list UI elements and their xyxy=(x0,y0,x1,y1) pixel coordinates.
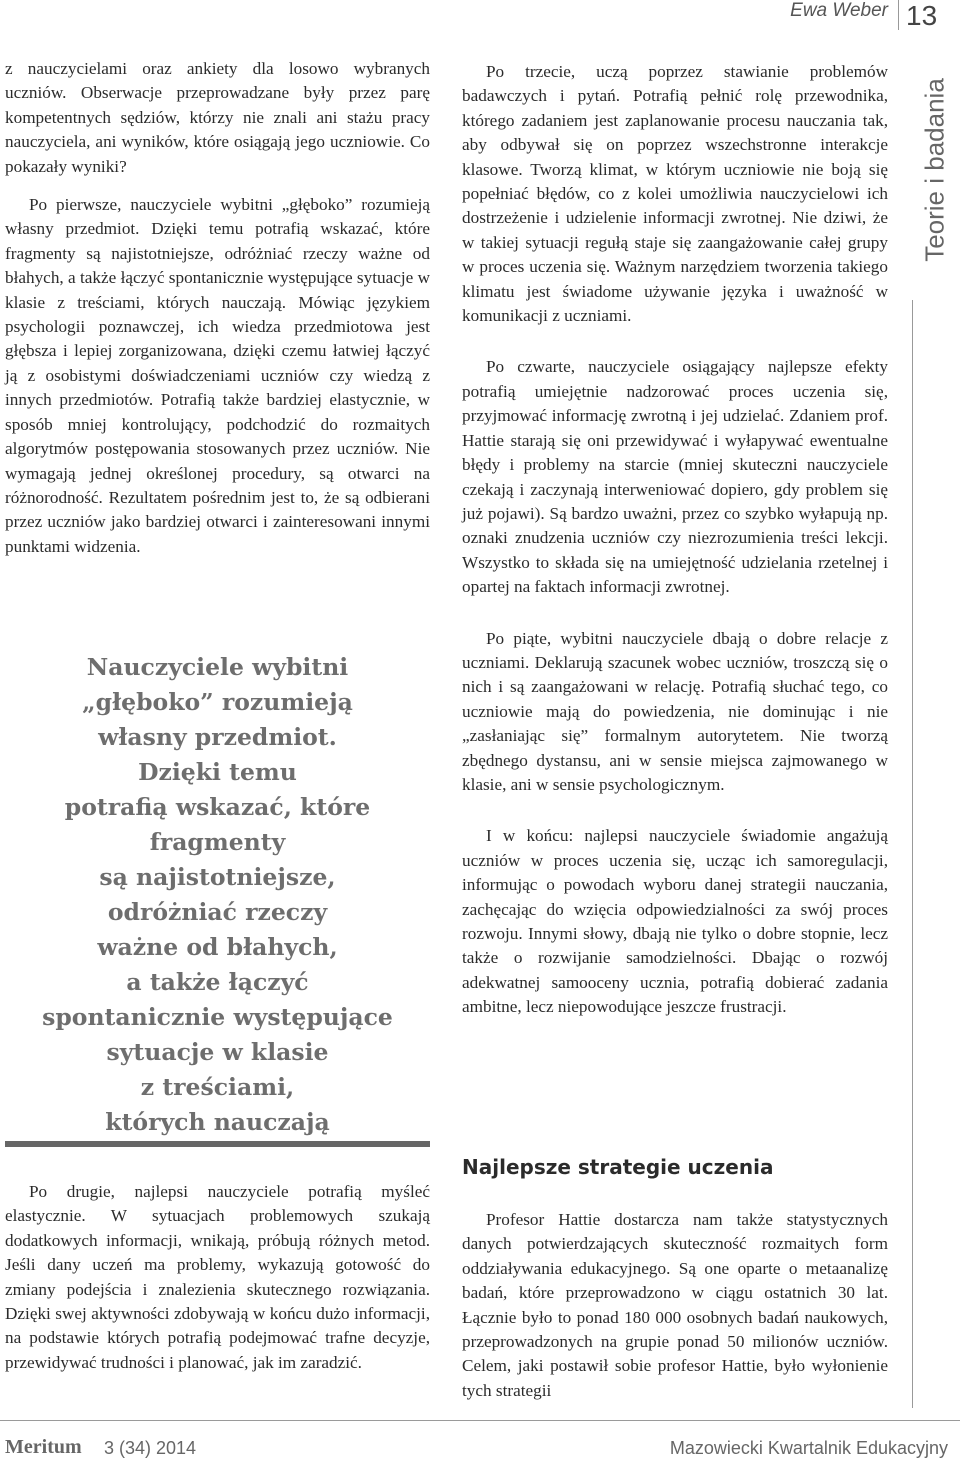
pull-quote-line: „głęboko” rozumieją xyxy=(82,688,353,716)
running-header-author: Ewa Weber xyxy=(790,0,888,21)
footer-rule xyxy=(0,1420,960,1421)
pull-quote-line: Nauczyciele wybitni xyxy=(86,653,349,681)
header-divider xyxy=(898,0,899,30)
page-number: 13 xyxy=(906,0,938,31)
pull-quote-line: Dzięki temu xyxy=(138,758,297,786)
pull-quote-line: sytuacje w klasie xyxy=(106,1038,329,1066)
footer-publication-name: Mazowiecki Kwartalnik Edukacyjny xyxy=(669,1438,948,1458)
paragraph: Po trzecie, uczą poprzez stawianie problemów badawczych i pytań. Potrafią pełnić rolę przewodnika, którego zadaniem jest zaplanowanie procesu nauczania tak, aby odbywał się on poprzez wszechstronne interakcje klasowe. Tworzą klimat, w którym uczniowie nie boją się popełniać błędów, co z kolei umożliwia nauczycielowi ich dostrzeżenie i udzielenie informacji zwrotnej. Nie dziwi, że w takiej sytuacji regułą staje się zaangażowanie całej grupy w proces uczenia się. Ważnym narzędziem tworzenia takiego klimatu jest świadome używanie języka i uważność w komunikacji z uczniami. xyxy=(462,62,888,326)
pull-quote-line: własny przedmiot. xyxy=(98,723,337,751)
pull-quote-line: odróżniać rzeczy xyxy=(107,898,328,926)
paragraph: Po piąte, wybitni nauczyciele dbają o dobre relacje z uczniami. Deklarują szacunek wobec uczniów, troszczą się o nich i są zaangażowani w relację. Potrafią słuchać tego, co uczniowie mają do powiedzenia, nie dominując i nie „zasłaniając się” formalnym autorytetem. Nie tworzą zbędnego dystansu, ani w sensie miejsca zajmowanego w klasie, ani w sensie psychologicznym. xyxy=(462,628,888,794)
pull-quote-line: a także łączyć xyxy=(126,968,309,996)
pull-quote-line: potrafią wskazać, które xyxy=(64,793,371,821)
pull-quote-line: fragmenty xyxy=(149,828,286,856)
paragraph: Profesor Hattie dostarcza nam także statystycznych danych potwierdzających skuteczność rozmaitych form oddziaływania edukacyjnego. Są one oparte o metaanalizę badań, które przeprowadzono w ciągu ostatnich 30 lat. Łącznie było to ponad 180 000 osobnych badań naukowych, przeprowadzonych na grupie ponad 50 milionów uczniów. Celem, jaki postawił sobie profesor Hattie, było wyłonienie tych strategii xyxy=(462,1210,888,1400)
left-column-bottom xyxy=(5,1180,430,1375)
paragraph: I w końcu: najlepsi nauczyciele świadomie angażują uczniów w proces uczenia się, ucząc ich samoregulacji, informując o powodach wyboru danej strategii nauczania, zachęcając do wzięcia odpowiedzialności za swój proces rozwoju. Innymi słowy, dbają nie tylko o dobre stopnie, lecz także o rozwijanie samodzielności. Dbając o rozwój adekwatnej samooceny ucznia, potrafią dobierać zadania ambitne, lecz niepowodujące jeszcze frustracji. xyxy=(462,826,888,1017)
footer-issue: 3 (34) 2014 xyxy=(104,1438,197,1458)
section-label-text: Teorie i badania xyxy=(919,78,950,262)
left-column-top xyxy=(5,57,430,559)
pull-quote-line: ważne od błahych, xyxy=(97,933,338,961)
footer-journal-name: Meritum xyxy=(5,1436,82,1458)
pull-quote-line: z treściami, xyxy=(140,1073,295,1101)
section-label xyxy=(915,60,955,280)
section-subheading: Najlepsze strategie uczenia xyxy=(462,1155,774,1179)
paragraph: Po drugie, najlepsi nauczyciele potrafią myśleć elastycznie. W sytuacjach problemowych szukają dodatkowych informacji, wnikają, próbują różnych metod. Jeśli dany uczeń ma problemy, wykazują gotowość do zmiany podejścia i znalezienia skutecznego rozwiązania. Dzięki swej aktywności zdobywają w końcu dużo informacji, na podstawie których potrafią podejmować trafne decyzje, przewidywać trudności i planować, jak im zaradzić. xyxy=(5,1182,430,1372)
pull-quote xyxy=(5,650,430,1140)
right-column xyxy=(462,60,888,1020)
paragraph: z nauczycielami oraz ankiety dla losowo wybranych uczniów. Obserwacje przeprowadzane były przez parę kompetentnych sędziów, którzy nie znali ani stażu pracy nauczyciela, ani wyników, które osiągają jego uczniowie. Co pokazały wyniki? xyxy=(5,59,430,176)
pull-quote-rule xyxy=(5,1141,430,1147)
pull-quote-line: są najistotniejsze, xyxy=(99,863,336,891)
pull-quote-line: których nauczają xyxy=(105,1108,330,1136)
paragraph: Po pierwsze, nauczyciele wybitni „głęboko” rozumieją własny przedmiot. Dzięki temu potrafią wskazać, które fragmenty są najistotniejsze, odróżniać rzeczy ważne od błahych, a także łączyć spontanicznie występujące sytuacje w klasie z treściami, których nauczają. Mówiąc językiem psychologii poznawczej, ich wiedza przedmiotowa jest głębsza i lepiej zorganizowana, dzięki czemu łatwiej łączyć ją z osobistymi doświadczeniami uczniów czy wiedzą z innych przedmiotów. Potrafią także bardziej elastycznie, w sposób mniej kontrolujący, podchodzić do rozmaitych algorytmów postępowania stosowanych przez uczniów. Nie wymagają jednej określonej procedury, są otwarci na różnorodność. Rezultatem pośrednim jest to, że są odbierani przez uczniów jako bardziej otwarci i zainteresowani innymi punktami widzenia. xyxy=(5,195,430,556)
right-column-bottom xyxy=(462,1208,888,1403)
paragraph: Po czwarte, nauczyciele osiągający najlepsze efekty potrafią umiejętnie nadzorować proces uczenia się, przyjmować informację zwrotną i jej udzielać. Zdaniem prof. Hattie starają się oni przewidywać i wyłapywać ewentualne błędy i problemy na starcie (mniej skuteczni nauczyciele czekają i zaczynają interweniować dopiero, gdy problem się już pojawi). Są bardzo uważni, przez co szybko wyłapują np. oznaki znudzenia uczniów czy niezrozumienia treści lekcji. Wszystko to składa się na umiejętność udzielania rzetelnej i opartej na faktach informacji zwrotnej. xyxy=(462,357,888,597)
pull-quote-line: spontanicznie występujące xyxy=(42,1003,393,1031)
side-rule xyxy=(912,300,913,1408)
